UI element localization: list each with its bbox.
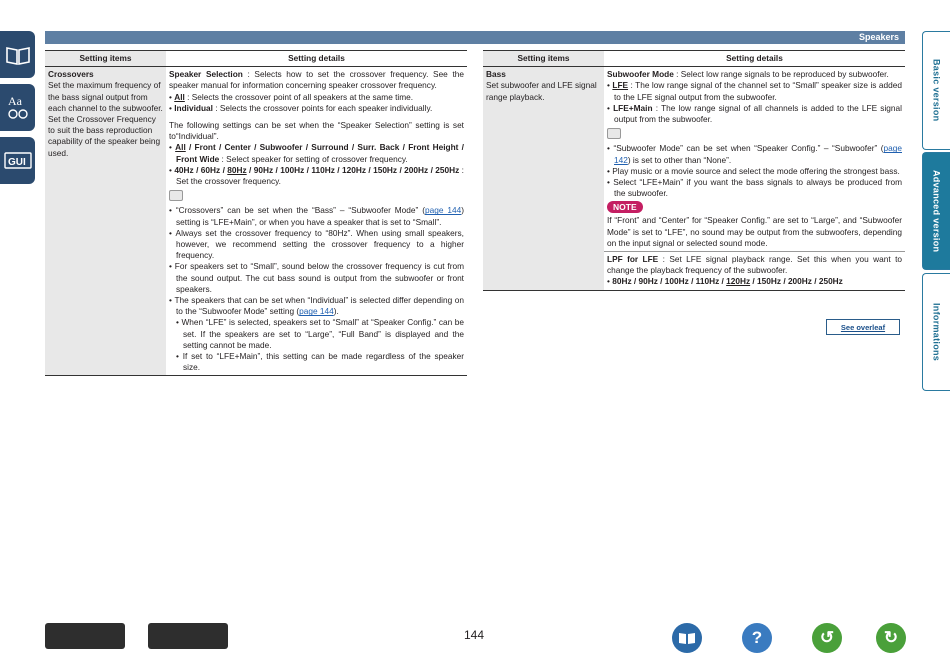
- tab-informations[interactable]: Informations: [922, 273, 950, 391]
- section-title: Speakers: [858, 32, 899, 42]
- note-badge: NOTE: [607, 201, 643, 213]
- tab-basic-version[interactable]: Basic version: [922, 31, 950, 150]
- pencil-icon: [169, 190, 183, 201]
- pencil-icon: [607, 128, 621, 139]
- column-header-setting-items: Setting items: [45, 51, 166, 67]
- page-number: 144: [464, 628, 485, 642]
- gui-icon[interactable]: [0, 137, 35, 184]
- column-header-setting-items: Setting items: [483, 51, 604, 67]
- forward-icon[interactable]: ↻: [876, 623, 906, 653]
- aa-icon[interactable]: [0, 84, 35, 131]
- svg-text:Aa: Aa: [7, 93, 22, 108]
- column-header-setting-details: Setting details: [166, 51, 467, 67]
- page-144-link-2[interactable]: page 144: [299, 306, 334, 317]
- item-description: Set subwoofer and LFE signal range playback.: [486, 80, 597, 102]
- back-icon[interactable]: ↺: [812, 623, 842, 653]
- item-description: Set the maximum frequency of the bass signal output from each channel to the subwoofer. Set the Crossover Frequency to suit the bass reproduction capability of the speaker being used.: [48, 80, 163, 158]
- book-nav-icon[interactable]: [672, 623, 702, 653]
- item-title: Crossovers: [48, 69, 94, 80]
- book-icon[interactable]: [0, 31, 35, 78]
- crossovers-table: Setting items Setting details Crossovers Set the maximum frequency of the bass signal output from each channel to the subwoofer. Set the Crossover Frequency to suit the bass reproduction capability of the speaker being used. Speaker Selection : Selects how to set the crossover frequency. See the speaker manual for information concerning speaker crossover frequency. • All : Selects the crossover point of all speakers at the same time. • Individual : Selects the crossover points for each speaker individually. The following settings can be set when the “Speaker Selection” setting is set to“Individual”. • All / Front / Center / Subwoofer / Surround / Surr. Back / Front Height / Front Wide : Select speaker for setting of crossover frequency. • 40Hz / 60Hz / 80Hz / 90Hz / 100Hz / 110Hz / 120Hz / 150Hz / 200Hz / 250Hz : Set the crossover frequency. • “Crossovers” can be set when the “Bass” – “Subwoofer Mode” (page 144) setting is “LFE+Main”, or when you have a speaker that is set to “Small”. • Always set the crossover frequency to “80Hz”. When using small speakers, however, we recommend setting the crossover frequency to a higher frequency. • For speakers set to “Small”, sound below the crossover frequency is cut from the sound output. The cut bass sound is output from the subwoofer or front speakers. • The speakers that can be set when “Individual” is selected differ depending on to the “Subwoofer Mode” setting (page 144). • When “LFE” is selected, speakers set to “Small” at “Speaker Config.” can be set. If the speakers are set to “Large”, “Full Band” is displayed and the setting cannot be made. • If set to “LFE+Main”, this setting can be made regardless of the speaker size.: [45, 50, 467, 376]
- see-overleaf-link[interactable]: See overleaf: [826, 319, 900, 335]
- page-142-link[interactable]: page 142: [614, 143, 902, 165]
- receiver-icon[interactable]: [45, 623, 125, 649]
- column-header-setting-details: Setting details: [604, 51, 905, 67]
- svg-text:GUI: GUI: [7, 156, 26, 168]
- item-title: Bass: [486, 69, 506, 80]
- page-144-link[interactable]: page 144: [425, 205, 462, 216]
- tab-advanced-version[interactable]: Advanced version: [922, 152, 950, 270]
- bass-table: Setting items Setting details Bass Set subwoofer and LFE signal range playback. Subwoofer Mode : Select low range signals to be reproduced by subwoofer. • LFE : The low range signal of the channel set to “Small” speaker size is added to the LFE signal output from the subwoofer. • LFE+Main : The low range signal of all channels is added to the LFE signal output from the subwoofer. • “Subwoofer Mode” can be set when “Speaker Config.” – “Subwoofer” (page 142) is set to other than “None”. • Play music or a movie source and select the mode offering the strongest bass. • Select “LFE+Main” if you want the bass signals to always be produced from the subwoofer. NOTE If “Front” and “Center” for “Speaker Config.” are set to “Large”, and “Subwoofer Mode” is set to “LFE”, no sound may be output from the subwoofers, depending on the input signal or selected sound mode. LPF for LFE : Set LFE signal playback range. Set this when you want to change the playback frequency of the subwoofer. • 80Hz / 90Hz / 100Hz / 110Hz / 120Hz / 150Hz / 200Hz / 250Hz: [483, 50, 905, 291]
- section-header-bar: [45, 31, 905, 44]
- dvd-receiver-icon[interactable]: [148, 623, 228, 649]
- help-icon[interactable]: ?: [742, 623, 772, 653]
